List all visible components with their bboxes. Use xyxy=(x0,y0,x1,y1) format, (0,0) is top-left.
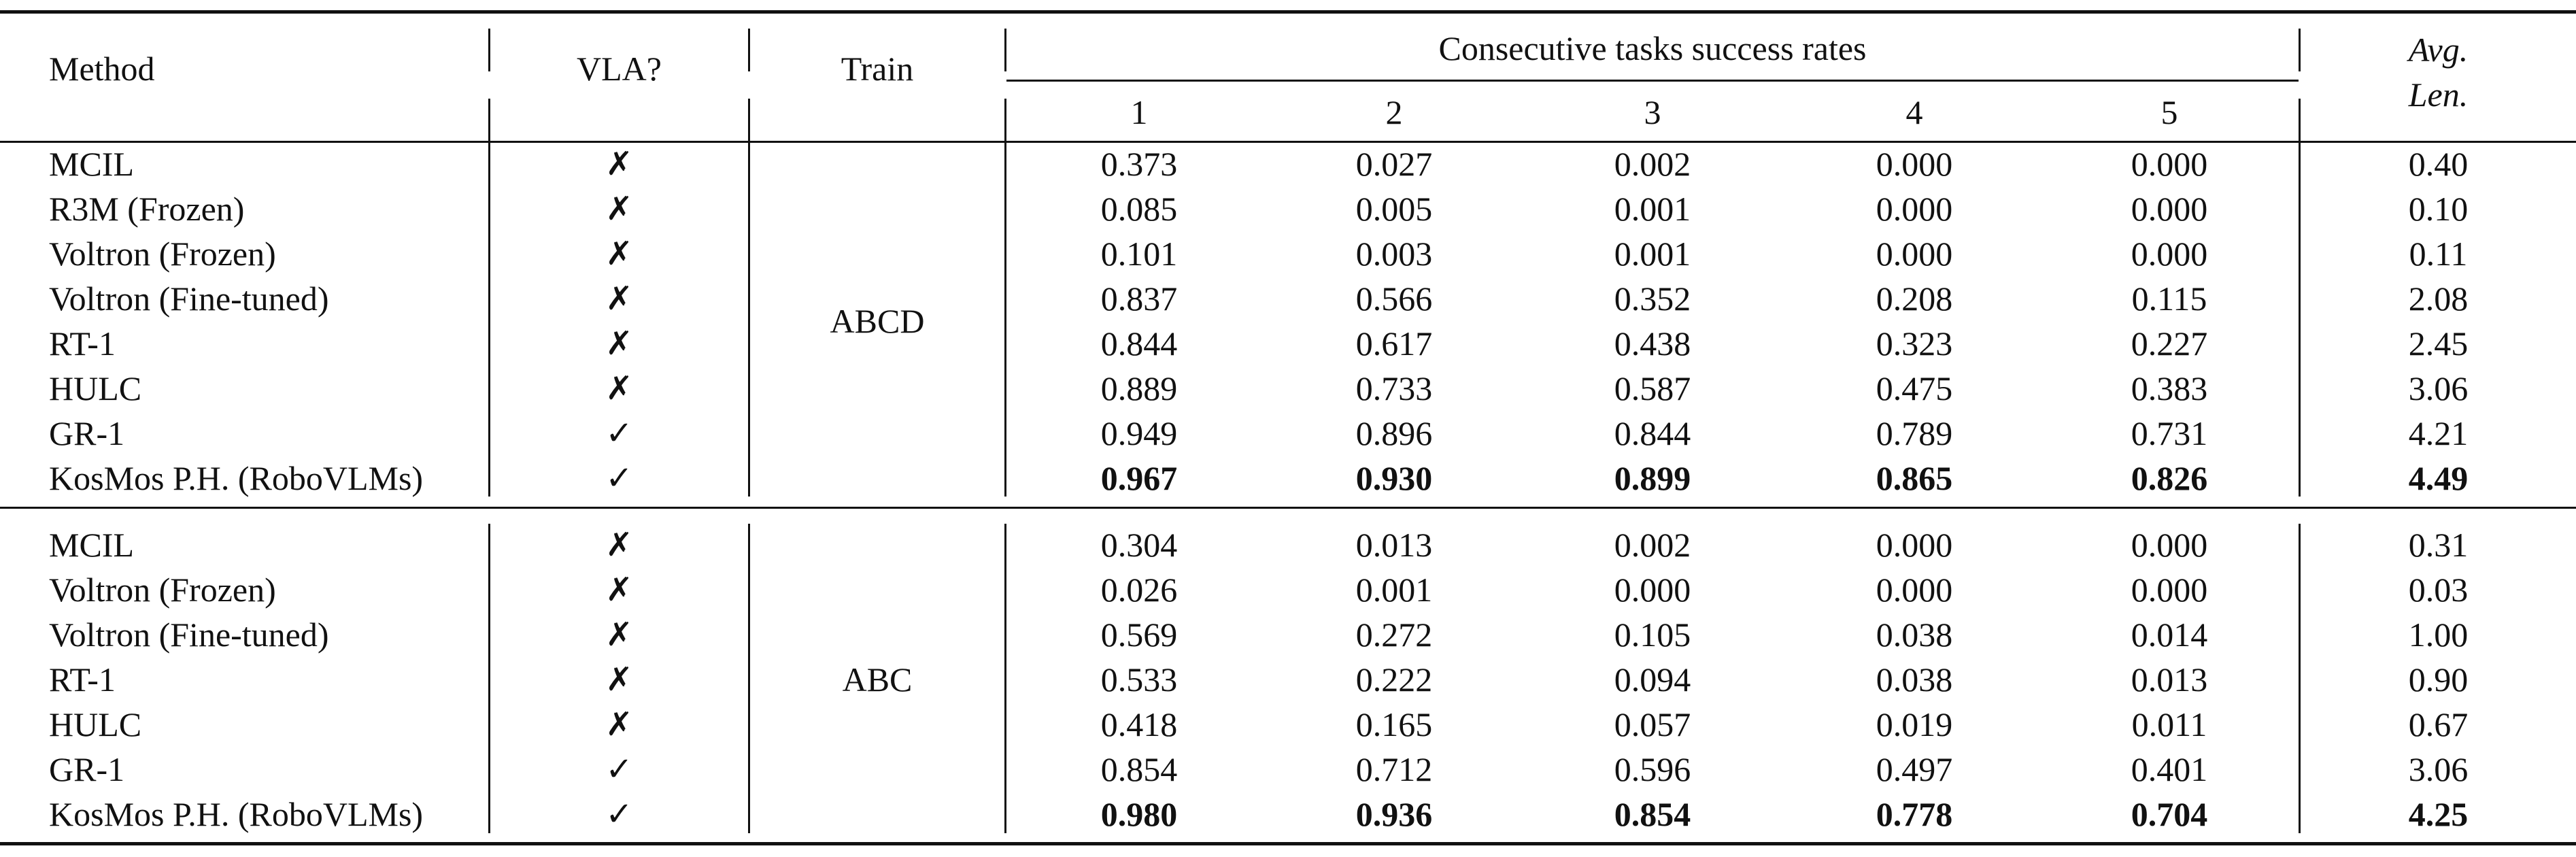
avg-length: 0.31 xyxy=(2408,526,2469,564)
success-rate-task-3: 0.352 xyxy=(1614,280,1691,318)
success-rate-task-1: 0.967 xyxy=(1100,459,1178,497)
success-rate-task-3: 0.001 xyxy=(1614,190,1691,228)
success-rate-task-5: 0.704 xyxy=(2131,795,2208,833)
cross-icon: ✗ xyxy=(605,324,633,363)
cross-icon: ✗ xyxy=(605,526,633,564)
method-name: KosMos P.H. (RoboVLMs) xyxy=(49,795,424,833)
success-rate-task-3: 0.854 xyxy=(1614,795,1691,833)
check-icon: ✓ xyxy=(605,459,633,497)
success-rate-task-4: 0.778 xyxy=(1876,795,1953,833)
method-name: RT-1 xyxy=(49,660,116,699)
success-rate-task-4: 0.019 xyxy=(1876,705,1953,743)
header-task-3: 3 xyxy=(1644,93,1661,131)
success-rate-task-1: 0.418 xyxy=(1100,705,1178,743)
header-task-5: 5 xyxy=(2160,93,2178,131)
avg-length: 0.10 xyxy=(2408,190,2469,228)
success-rate-task-2: 0.222 xyxy=(1355,660,1433,699)
success-rate-task-2: 0.733 xyxy=(1355,369,1433,407)
success-rate-task-5: 0.011 xyxy=(2131,705,2207,743)
success-rate-task-4: 0.000 xyxy=(1876,190,1953,228)
success-rate-task-3: 0.002 xyxy=(1614,145,1691,183)
success-rate-task-1: 0.837 xyxy=(1100,280,1178,318)
success-rate-task-2: 0.712 xyxy=(1355,750,1433,788)
method-name: HULC xyxy=(49,705,142,743)
header-divider xyxy=(488,99,490,141)
method-name: MCIL xyxy=(49,145,134,183)
success-rate-task-1: 0.085 xyxy=(1100,190,1178,228)
success-rate-task-4: 0.038 xyxy=(1876,660,1953,699)
cross-icon: ✗ xyxy=(605,145,633,183)
success-rate-task-4: 0.475 xyxy=(1876,369,1953,407)
header-task-1: 1 xyxy=(1130,93,1148,131)
train-split-label: ABCD xyxy=(830,302,925,340)
check-icon: ✓ xyxy=(605,414,633,452)
avg-length: 4.21 xyxy=(2408,414,2469,452)
method-name: Voltron (Frozen) xyxy=(49,571,276,609)
avg-length: 0.90 xyxy=(2408,660,2469,699)
success-rate-task-4: 0.865 xyxy=(1876,459,1953,497)
header-avg-line2: Len. xyxy=(2408,75,2469,114)
method-name: Voltron (Fine-tuned) xyxy=(49,616,329,654)
group-separator-rule xyxy=(0,507,2576,509)
header-task-4: 4 xyxy=(1905,93,1923,131)
success-rate-task-4: 0.000 xyxy=(1876,571,1953,609)
cross-icon: ✗ xyxy=(605,369,633,407)
success-rate-task-2: 0.001 xyxy=(1355,571,1433,609)
header-train: Train xyxy=(841,50,914,88)
method-name: GR-1 xyxy=(49,750,125,788)
method-name: GR-1 xyxy=(49,414,125,452)
success-rate-task-2: 0.617 xyxy=(1355,324,1433,363)
avg-length: 2.45 xyxy=(2408,324,2469,363)
success-rate-task-3: 0.105 xyxy=(1614,616,1691,654)
method-name: Voltron (Frozen) xyxy=(49,235,276,273)
success-rate-task-1: 0.949 xyxy=(1100,414,1178,452)
success-rate-task-2: 0.566 xyxy=(1355,280,1433,318)
success-rate-task-1: 0.026 xyxy=(1100,571,1178,609)
success-rate-task-5: 0.826 xyxy=(2131,459,2208,497)
success-rate-task-1: 0.854 xyxy=(1100,750,1178,788)
success-rate-task-5: 0.731 xyxy=(2131,414,2208,452)
success-rate-task-5: 0.000 xyxy=(2131,145,2208,183)
bottom-rule xyxy=(0,842,2576,845)
success-rate-task-2: 0.027 xyxy=(1355,145,1433,183)
success-rate-task-2: 0.930 xyxy=(1355,459,1433,497)
success-rate-task-2: 0.165 xyxy=(1355,705,1433,743)
success-rate-task-2: 0.013 xyxy=(1355,526,1433,564)
success-rate-task-5: 0.401 xyxy=(2131,750,2208,788)
cross-icon: ✗ xyxy=(605,280,633,318)
success-rate-task-1: 0.980 xyxy=(1100,795,1178,833)
success-rate-task-5: 0.014 xyxy=(2131,616,2208,654)
success-rate-task-3: 0.587 xyxy=(1614,369,1691,407)
method-name: RT-1 xyxy=(49,324,116,363)
header-vla: VLA? xyxy=(577,50,662,88)
header-divider xyxy=(1004,99,1006,141)
cross-icon: ✗ xyxy=(605,660,633,699)
success-rate-task-5: 0.115 xyxy=(2131,280,2207,318)
success-rate-task-4: 0.208 xyxy=(1876,280,1953,318)
success-rate-task-3: 0.899 xyxy=(1614,459,1691,497)
method-name: R3M (Frozen) xyxy=(49,190,245,228)
success-rate-task-4: 0.789 xyxy=(1876,414,1953,452)
top-rule xyxy=(0,10,2576,14)
success-rate-task-4: 0.323 xyxy=(1876,324,1953,363)
success-rate-task-2: 0.936 xyxy=(1355,795,1433,833)
header-avg-line1: Avg. xyxy=(2408,31,2469,69)
avg-length: 0.67 xyxy=(2408,705,2469,743)
check-icon: ✓ xyxy=(605,795,633,833)
success-rate-task-5: 0.000 xyxy=(2131,571,2208,609)
success-rate-task-4: 0.000 xyxy=(1876,235,1953,273)
cross-icon: ✗ xyxy=(605,235,633,273)
success-rate-task-3: 0.002 xyxy=(1614,526,1691,564)
consecutive-underline xyxy=(1006,80,2299,82)
method-name: KosMos P.H. (RoboVLMs) xyxy=(49,459,424,497)
avg-length: 0.11 xyxy=(2409,235,2468,273)
method-name: MCIL xyxy=(49,526,134,564)
success-rate-task-2: 0.003 xyxy=(1355,235,1433,273)
success-rate-task-5: 0.000 xyxy=(2131,190,2208,228)
method-name: Voltron (Fine-tuned) xyxy=(49,280,329,318)
success-rate-task-3: 0.001 xyxy=(1614,235,1691,273)
cross-icon: ✗ xyxy=(605,190,633,228)
avg-length: 4.25 xyxy=(2408,795,2469,833)
success-rate-task-3: 0.057 xyxy=(1614,705,1691,743)
column-divider xyxy=(1004,524,1006,833)
success-rate-task-2: 0.272 xyxy=(1355,616,1433,654)
header-task-2: 2 xyxy=(1385,93,1403,131)
success-rate-task-3: 0.596 xyxy=(1614,750,1691,788)
success-rate-task-1: 0.844 xyxy=(1100,324,1178,363)
train-split-label: ABC xyxy=(842,660,913,699)
success-rate-task-1: 0.533 xyxy=(1100,660,1178,699)
success-rate-task-1: 0.889 xyxy=(1100,369,1178,407)
avg-length: 0.03 xyxy=(2408,571,2469,609)
avg-length: 2.08 xyxy=(2408,280,2469,318)
avg-length: 3.06 xyxy=(2408,750,2469,788)
success-rate-task-1: 0.101 xyxy=(1100,235,1178,273)
method-name: HULC xyxy=(49,369,142,407)
avg-length: 0.40 xyxy=(2408,145,2469,183)
header-divider xyxy=(748,99,750,141)
success-rate-task-3: 0.438 xyxy=(1614,324,1691,363)
success-rate-task-1: 0.304 xyxy=(1100,526,1178,564)
cross-icon: ✗ xyxy=(605,616,633,654)
success-rate-task-4: 0.038 xyxy=(1876,616,1953,654)
header-consecutive: Consecutive tasks success rates xyxy=(1438,29,1867,67)
success-rate-task-3: 0.000 xyxy=(1614,571,1691,609)
success-rate-task-2: 0.896 xyxy=(1355,414,1433,452)
header-method: Method xyxy=(49,50,155,88)
success-rate-task-1: 0.373 xyxy=(1100,145,1178,183)
avg-length: 3.06 xyxy=(2408,369,2469,407)
column-divider xyxy=(1004,143,1006,497)
success-rate-task-1: 0.569 xyxy=(1100,616,1178,654)
success-rate-task-2: 0.005 xyxy=(1355,190,1433,228)
cross-icon: ✗ xyxy=(605,705,633,743)
success-rate-task-4: 0.000 xyxy=(1876,145,1953,183)
avg-length: 4.49 xyxy=(2408,459,2469,497)
success-rate-task-4: 0.497 xyxy=(1876,750,1953,788)
success-rate-task-5: 0.227 xyxy=(2131,324,2208,363)
success-rate-task-3: 0.844 xyxy=(1614,414,1691,452)
header-avg-len xyxy=(2301,27,2576,117)
avg-length: 1.00 xyxy=(2408,616,2469,654)
success-rate-task-4: 0.000 xyxy=(1876,526,1953,564)
success-rate-task-3: 0.094 xyxy=(1614,660,1691,699)
success-rate-task-5: 0.000 xyxy=(2131,235,2208,273)
check-icon: ✓ xyxy=(605,750,633,788)
success-rate-task-5: 0.383 xyxy=(2131,369,2208,407)
success-rate-task-5: 0.000 xyxy=(2131,526,2208,564)
cross-icon: ✗ xyxy=(605,571,633,609)
success-rate-task-5: 0.013 xyxy=(2131,660,2208,699)
